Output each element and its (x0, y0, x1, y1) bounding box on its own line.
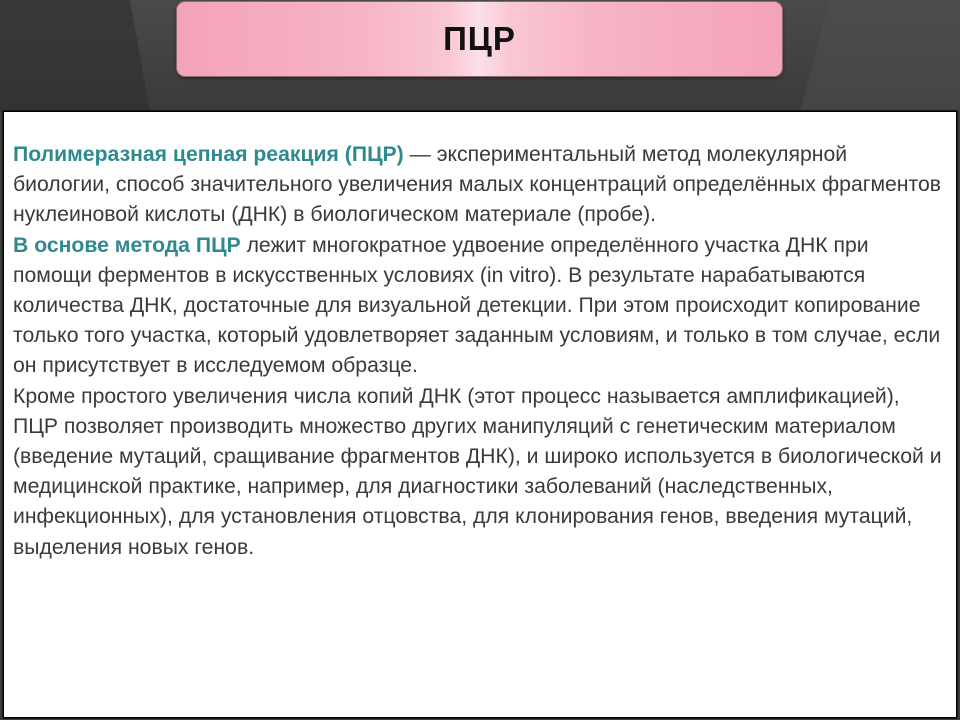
applications-text: Кроме простого увеличения числа копий ДНК (этот процесс называется амплификацией), ПЦР позволяет производить множество других манипуляций с генетическим материалом (введение мутаций, сращивание фрагментов ДНК), и широко используется в биологической и медицинской практике, например, для диагностики заболеваний (наследственных, инфекционных), для установления отцовства, для клонирования генов, введения мутаций, выделения новых генов. (13, 384, 942, 559)
paragraph-applications (13, 382, 943, 563)
method-text: лежит многократное удвоение определённого участка ДНК при помощи ферментов в искусственных условиях (in vitro). В результате нарабатываются количества ДНК, достаточные для визуальной детекции. При этом происходит копирование только того участка, который удовлетворяет заданным условиям, и только в том случае, если он присутствует в исследуемом образце. (13, 233, 941, 378)
title-banner (176, 1, 783, 77)
slide-title: ПЦР (443, 20, 516, 57)
content-text (13, 140, 943, 563)
definition-term: Полимеразная цепная реакция (ПЦР) (13, 143, 404, 166)
paragraph-definition (13, 140, 943, 231)
paragraph-method (13, 231, 943, 382)
content-panel (2, 110, 958, 719)
method-term: В основе метода ПЦР (13, 233, 241, 257)
definition-text: — экспериментальный метод молекулярной биологии, способ значительного увеличения малых концентраций определённых фрагментов нуклеиновой кислоты (ДНК) в биологическом материале (пробе). (13, 143, 942, 227)
